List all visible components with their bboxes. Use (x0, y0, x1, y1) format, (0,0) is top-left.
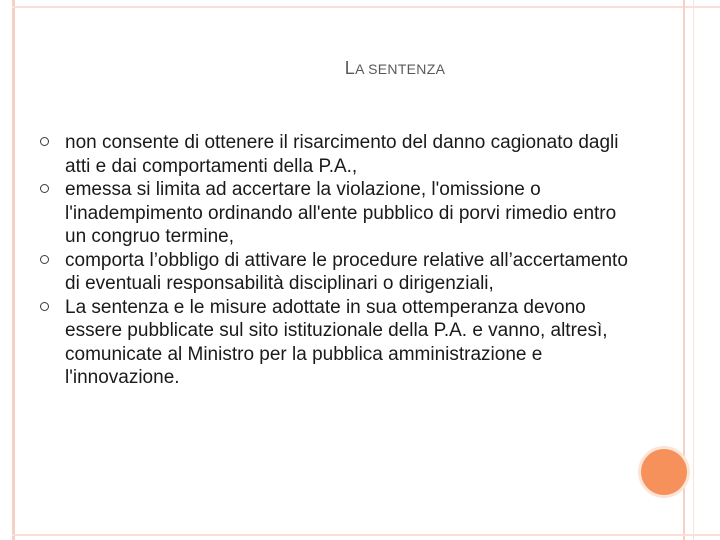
frame-right-inner-line (693, 0, 694, 540)
frame-left-line (12, 0, 15, 540)
bullet-item (38, 249, 628, 296)
bullet-item (38, 178, 628, 249)
orange-dot-decoration (641, 449, 687, 495)
bullet-text: La sentenza e le misure adottate in sua ottemperanza devono essere pubblicate sul sito istituzionale della P.A. e vanno, altresì, comunicate al Ministro per la pubblica amministrazione e l'innovazione. (65, 296, 608, 388)
circle-bullet-icon (40, 184, 49, 193)
slide-title-rest: A SENTENZA (355, 61, 446, 77)
bullet-list (38, 131, 628, 390)
bullet-text: emessa si limita ad accertare la violazione, l'omissione o l'inadempimento ordinando all'ente pubblico di porvi rimedio entro un congruo termine, (65, 179, 617, 247)
frame-bottom-line (12, 534, 720, 536)
slide-title (0, 58, 720, 79)
slide-title-initial: L (344, 58, 356, 78)
frame-top-line (12, 6, 720, 8)
circle-bullet-icon (40, 302, 49, 311)
bullet-text: comporta l’obbligo di attivare le procedure relative all’accertamento di eventuali responsabilità disciplinari o dirigenziali, (65, 249, 628, 294)
bullet-text: non consente di ottenere il risarcimento del danno cagionato dagli atti e dai comportamenti della P.A., (65, 132, 619, 177)
circle-bullet-icon (40, 255, 49, 264)
bullet-item (38, 296, 628, 390)
bullet-item (38, 131, 628, 178)
circle-bullet-icon (40, 137, 49, 146)
